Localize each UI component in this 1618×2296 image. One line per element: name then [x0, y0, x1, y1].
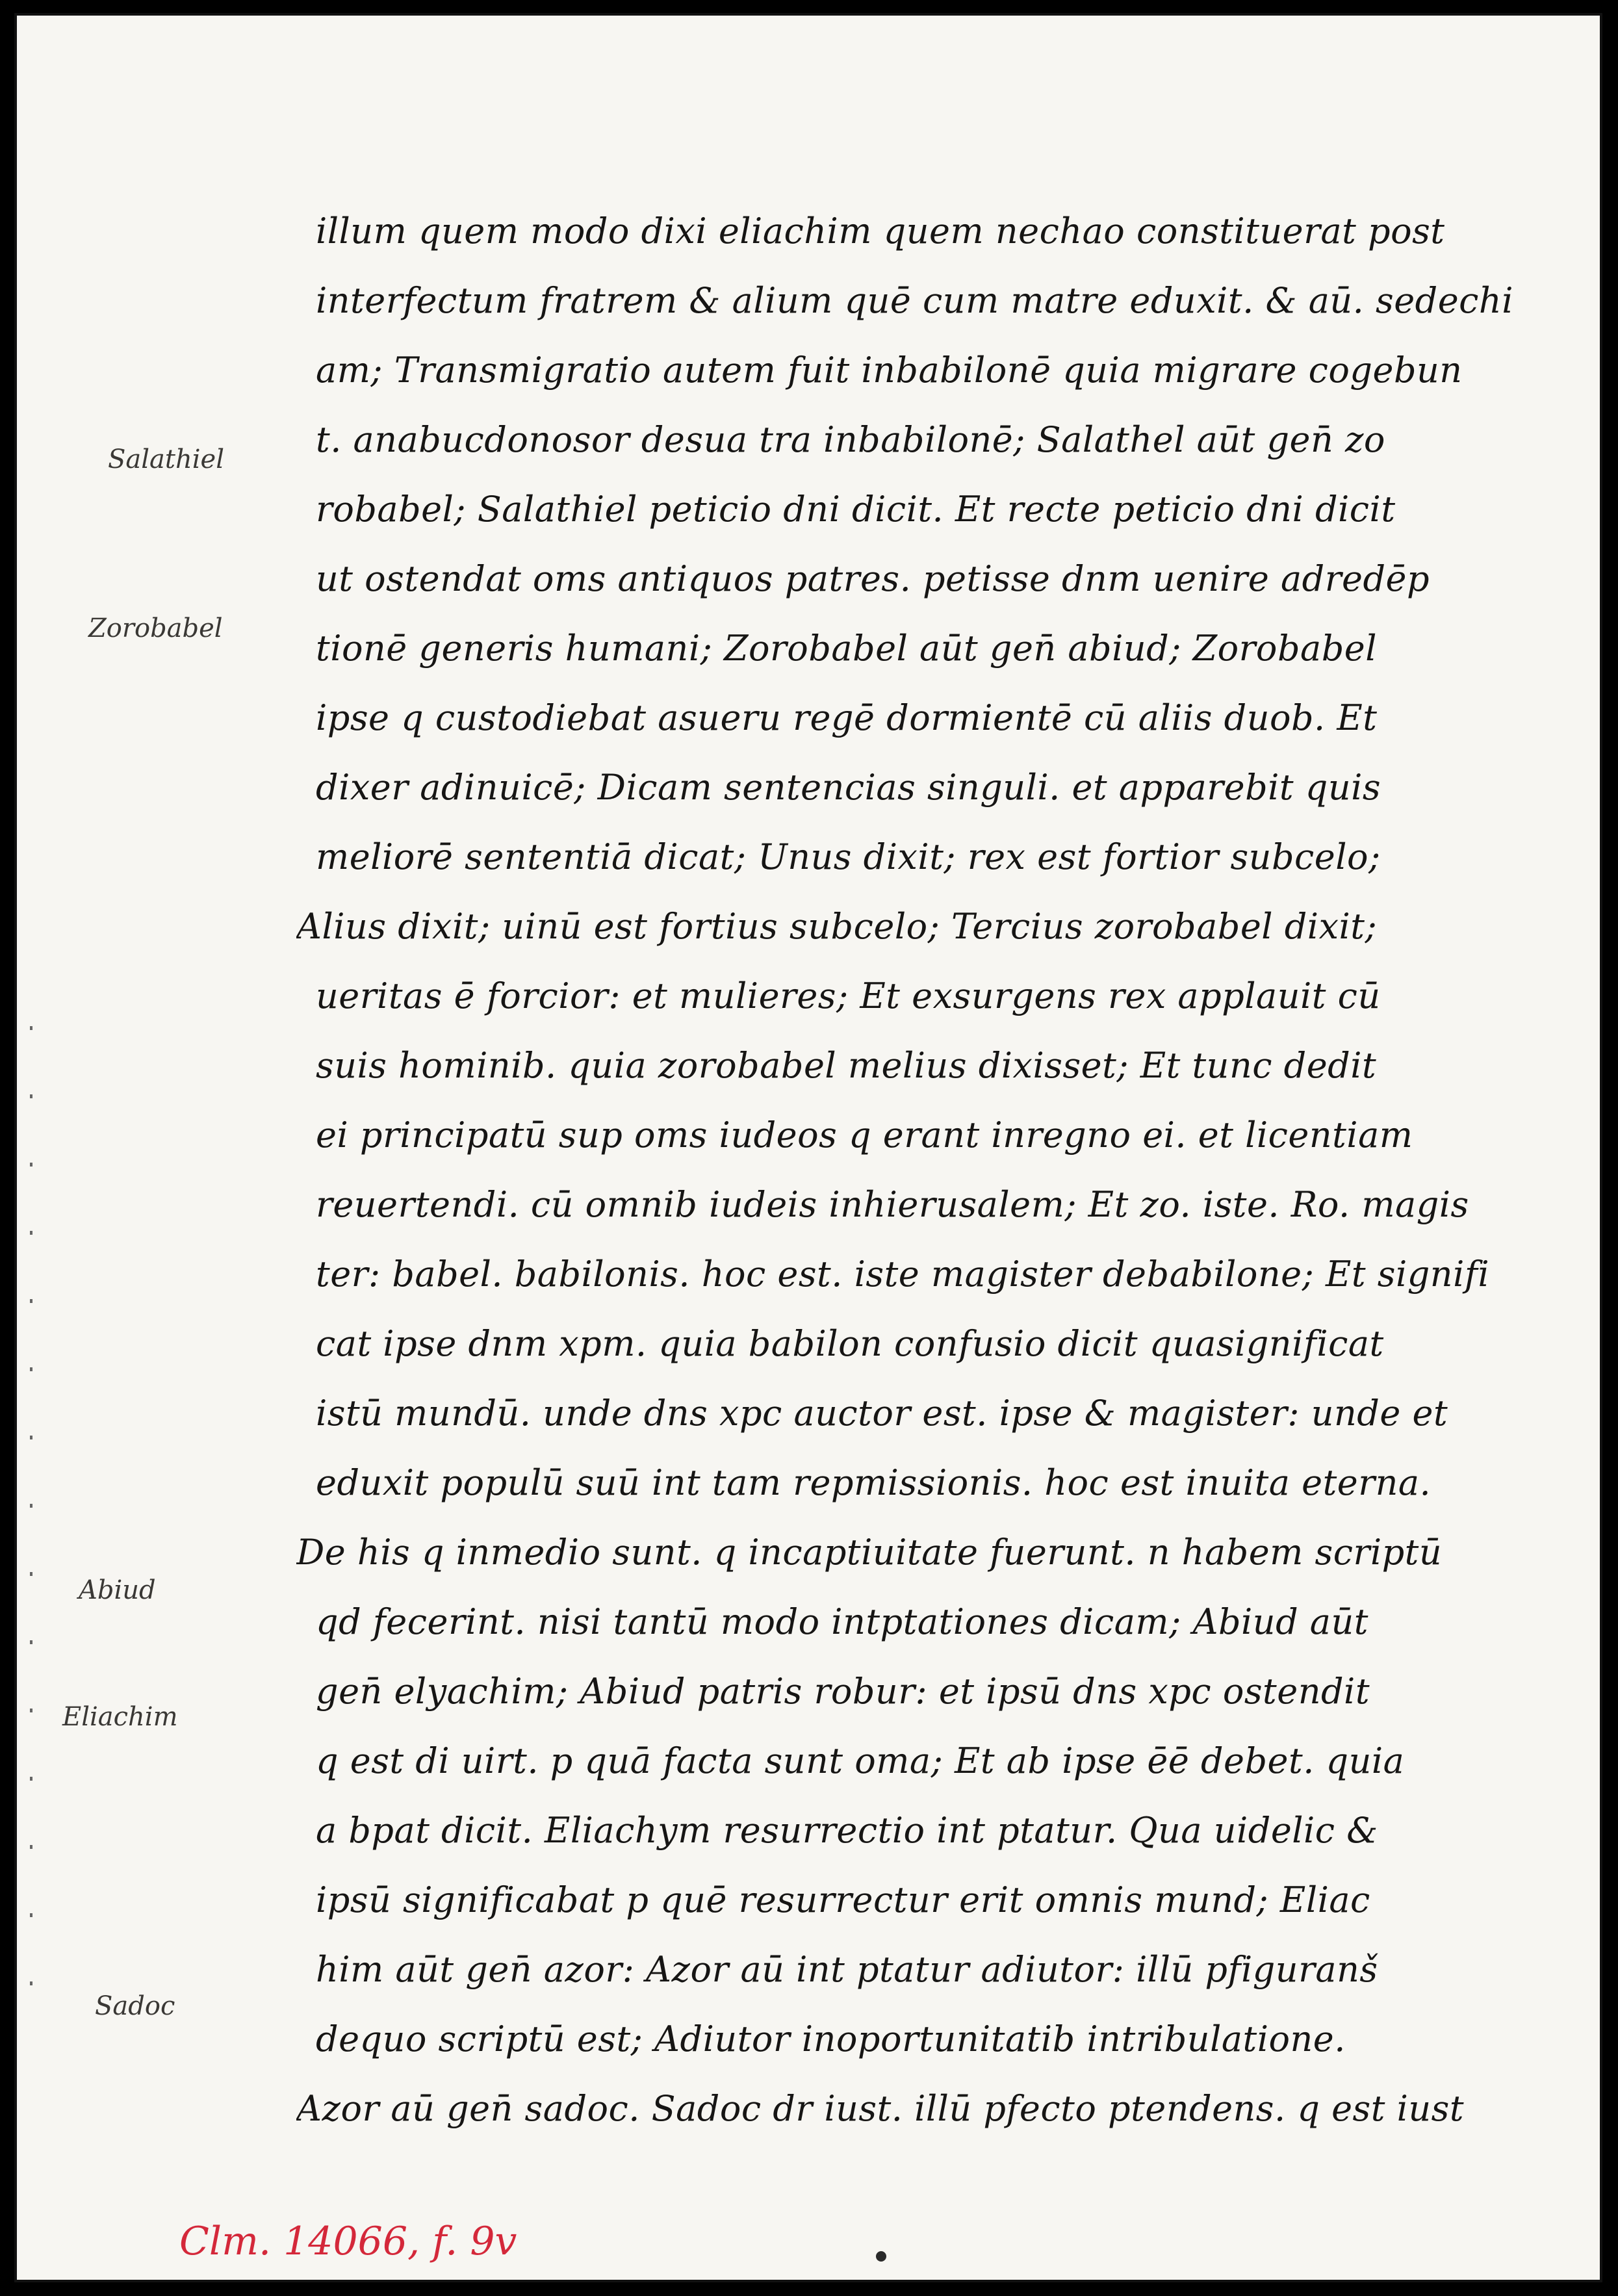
margin-tick — [30, 1572, 32, 1576]
margin-tick — [30, 1640, 32, 1644]
text-line: reuertendi. cū omnib iudeis inhierusalem; Et zo. iste. Ro. magis — [316, 1184, 1469, 1225]
margin-note-abiud: Abiud — [79, 1575, 156, 1605]
text-line: ut ostendat oms antiquos patres. petisse dnm uenire adredēp — [316, 558, 1430, 599]
text-line: t. anabucdonosor desua tra inbabilonē; Salathel aūt gen̄ zo — [316, 419, 1385, 460]
margin-tick — [30, 1163, 32, 1167]
text-line: him aūt gen̄ azor: Azor aū int ptatur adiutor: illū pfiguranš — [316, 1949, 1378, 1990]
shelfmark-annotation: Clm. 14066, f. 9v — [179, 2219, 517, 2264]
text-line: Alius dixit; uinū est fortius subcelo; Tercius zorobabel dixit; — [296, 906, 1378, 947]
text-line: De his q inmedio sunt. q incaptiuitate fuerunt. n habem scriptū — [296, 1532, 1443, 1573]
text-line: meliorē sententiā dicat; Unus dixit; rex est fortior subcelo; — [316, 836, 1381, 877]
margin-tick — [30, 1845, 32, 1849]
text-line: istū mundū. unde dns xpc auctor est. ipse & magister: unde et — [316, 1393, 1448, 1434]
margin-tick — [30, 1913, 32, 1917]
text-line: eduxit populū suū int tam repmissionis. hoc est inuita eterna. — [316, 1462, 1432, 1503]
binding-hole — [876, 2251, 886, 2262]
text-line: qd fecerint. nisi tantū modo intptationes dicam; Abiud aūt — [316, 1601, 1368, 1642]
text-line: dequo scriptū est; Adiutor inoportunitatib intribulatione. — [316, 2019, 1346, 2059]
text-line: a bpat dicit. Eliachym resurrectio int ptatur. Qua uidelic & — [316, 1810, 1378, 1851]
text-line: ter: babel. babilonis. hoc est. iste magister debabilone; Et signifi — [316, 1254, 1490, 1295]
text-line: ueritas ē forcior: et mulieres; Et exsurgens rex applauit cū — [316, 975, 1381, 1016]
margin-tick — [30, 1709, 32, 1712]
text-line: cat ipse dnm xpm. quia babilon confusio dicit quasignificat — [316, 1323, 1384, 1364]
margin-note-eliachim: Eliachim — [62, 1702, 178, 1732]
text-line: suis hominib. quia zorobabel melius dixisset; Et tunc dedit — [316, 1045, 1377, 1086]
manuscript-page — [14, 13, 1602, 2282]
text-line: dixer adinuicē; Dicam sentencias singuli. et apparebit quis — [316, 767, 1381, 808]
margin-tick — [30, 1367, 32, 1371]
text-line: am; Transmigratio autem fuit inbabilonē quia migrare cogebun — [316, 350, 1463, 391]
margin-tick — [30, 1026, 32, 1030]
margin-tick — [30, 1094, 32, 1098]
text-line: interfectum fratrem & alium quē cum matre eduxit. & aū. sedechi — [316, 280, 1513, 321]
margin-tick — [30, 1777, 32, 1781]
text-line: ipse q custodiebat asueru regē dormientē cū aliis duob. Et — [316, 697, 1378, 738]
margin-note-salathiel: Salathiel — [108, 445, 224, 474]
text-line: illum quem modo dixi eliachim quem nechao constituerat post — [316, 211, 1445, 252]
margin-note-zorobabel: Zorobabel — [88, 613, 223, 643]
text-line: gen̄ elyachim; Abiud patris robur: et ipsū dns xpc ostendit — [316, 1671, 1370, 1712]
text-line: ipsū significabat p quē resurrectur erit omnis mund; Eliac — [316, 1879, 1370, 1920]
text-line: tionē generis humani; Zorobabel aūt gen̄ abiud; Zorobabel — [316, 628, 1377, 669]
text-line: Azor aū gen̄ sadoc. Sadoc dr iust. illū pfecto ptendens. q est iust — [296, 2088, 1465, 2129]
margin-tick — [30, 1436, 32, 1439]
text-line: ei principatū sup oms iudeos q erant inregno ei. et licentiam — [316, 1115, 1413, 1155]
margin-tick — [30, 1231, 32, 1235]
text-line: q est di uirt. p quā facta sunt oma; Et ab ipse ēē debet. quia — [316, 1740, 1405, 1781]
manuscript-text-block — [296, 196, 1589, 2143]
text-line: robabel; Salathiel peticio dni dicit. Et recte peticio dni dicit — [316, 489, 1396, 530]
margin-tick — [30, 1981, 32, 1985]
margin-tick — [30, 1504, 32, 1508]
margin-note-sadoc: Sadoc — [95, 1991, 175, 2021]
margin-tick — [30, 1299, 32, 1303]
